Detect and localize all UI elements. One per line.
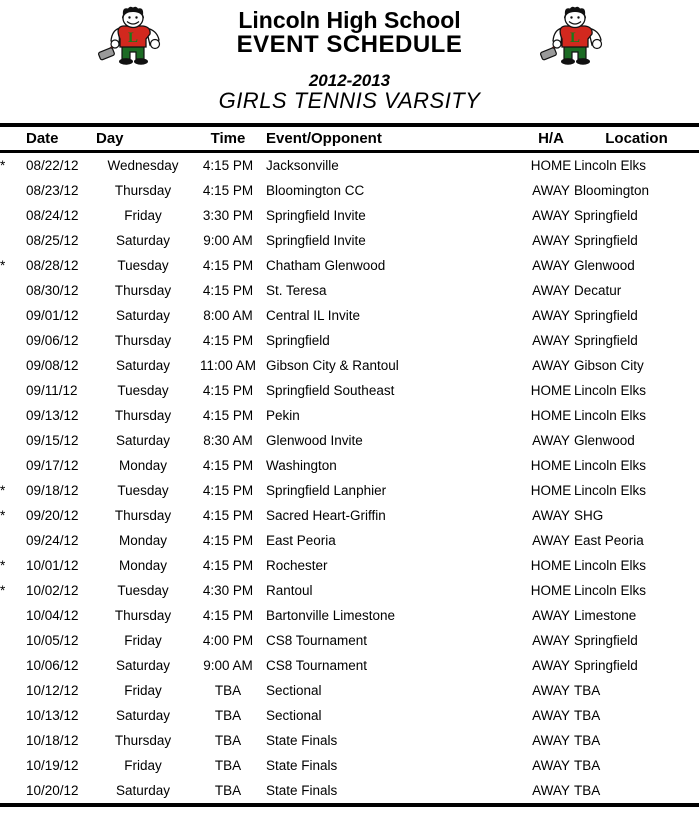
- svg-text:L: L: [127, 30, 139, 46]
- table-row: [0, 353, 699, 378]
- cell-location: Limestone: [574, 608, 637, 623]
- cell-location: TBA: [574, 758, 601, 773]
- table-row: [0, 428, 699, 453]
- star-flag: [0, 453, 26, 478]
- cell-event: St. Teresa: [266, 283, 327, 298]
- cell-event: Glenwood Invite: [266, 433, 363, 448]
- cell-location: TBA: [574, 683, 601, 698]
- cell-ha: AWAY: [532, 283, 570, 298]
- cell-day: Monday: [118, 458, 168, 473]
- cell-ha: AWAY: [532, 683, 570, 698]
- cell-ha: AWAY: [532, 358, 570, 373]
- cell-ha: AWAY: [532, 508, 570, 523]
- table-row: [0, 653, 699, 678]
- table-row: [0, 152, 699, 179]
- star-flag: [0, 378, 26, 403]
- cell-location: TBA: [574, 733, 601, 748]
- cell-ha: HOME: [530, 408, 572, 423]
- cell-day: Thursday: [114, 508, 172, 523]
- cell-location: Lincoln Elks: [574, 458, 647, 473]
- cell-ha: AWAY: [532, 708, 570, 723]
- star-flag: *: [0, 483, 6, 498]
- star-flag: [0, 303, 26, 328]
- cell-location: Decatur: [574, 283, 622, 298]
- star-flag: *: [0, 583, 6, 598]
- cell-ha: AWAY: [532, 333, 570, 348]
- cell-date: 08/22/12: [26, 158, 79, 173]
- cell-time: TBA: [214, 783, 242, 798]
- cell-date: 08/28/12: [26, 258, 79, 273]
- cell-location: Lincoln Elks: [574, 158, 647, 173]
- cell-time: 4:15 PM: [202, 533, 254, 548]
- table-row: [0, 303, 699, 328]
- cell-event: State Finals: [266, 783, 338, 798]
- cell-day: Thursday: [114, 333, 172, 348]
- svg-text:L: L: [569, 30, 581, 46]
- cell-date: 08/25/12: [26, 233, 79, 248]
- column-header-ha: H/A: [528, 125, 574, 152]
- table-row: [0, 728, 699, 753]
- column-header-event: Event/Opponent: [266, 125, 528, 152]
- school-name: Lincoln High School: [238, 7, 461, 33]
- cell-day: Tuesday: [117, 483, 169, 498]
- cell-ha: HOME: [530, 583, 572, 598]
- cell-date: 09/08/12: [26, 358, 79, 373]
- cell-time: 4:15 PM: [202, 333, 254, 348]
- cell-event: Sectional: [266, 683, 322, 698]
- cell-time: 4:15 PM: [202, 158, 254, 173]
- cell-location: Springfield: [574, 333, 638, 348]
- star-flag: *: [0, 508, 6, 523]
- cell-ha: AWAY: [532, 658, 570, 673]
- cell-day: Thursday: [114, 183, 172, 198]
- cell-date: 10/13/12: [26, 708, 79, 723]
- table-row: [0, 628, 699, 653]
- cell-event: CS8 Tournament: [266, 633, 368, 648]
- cell-time: 4:15 PM: [202, 408, 254, 423]
- cell-day: Saturday: [115, 233, 171, 248]
- star-flag: *: [0, 558, 6, 573]
- cell-time: 4:00 PM: [202, 633, 254, 648]
- table-row: [0, 178, 699, 203]
- cell-time: 8:00 AM: [203, 308, 253, 323]
- cell-ha: AWAY: [532, 733, 570, 748]
- column-header-date: Date: [26, 125, 96, 152]
- table-row: [0, 328, 699, 353]
- cell-location: TBA: [574, 783, 601, 798]
- cell-location: TBA: [574, 708, 601, 723]
- cell-event: State Finals: [266, 733, 338, 748]
- cell-date: 08/23/12: [26, 183, 79, 198]
- table-row: [0, 228, 699, 253]
- table-row: [0, 403, 699, 428]
- cell-time: TBA: [214, 683, 242, 698]
- cell-event: CS8 Tournament: [266, 658, 368, 673]
- cell-time: 4:15 PM: [202, 483, 254, 498]
- cell-location: Lincoln Elks: [574, 558, 647, 573]
- table-row: [0, 203, 699, 228]
- cell-time: 4:15 PM: [202, 383, 254, 398]
- cell-time: TBA: [214, 758, 242, 773]
- cell-location: Springfield: [574, 308, 638, 323]
- table-row: [0, 528, 699, 553]
- cell-date: 09/13/12: [26, 408, 79, 423]
- cell-day: Saturday: [115, 783, 171, 798]
- star-flag: [0, 203, 26, 228]
- season-label: 2012-2013: [308, 71, 391, 90]
- cell-location: Gibson City: [574, 358, 644, 373]
- cell-location: Lincoln Elks: [574, 408, 647, 423]
- cell-day: Monday: [118, 558, 168, 573]
- star-flag: [0, 353, 26, 378]
- star-flag: *: [0, 158, 6, 173]
- cell-day: Friday: [124, 633, 162, 648]
- table-row: [0, 778, 699, 805]
- cell-event: Springfield Southeast: [266, 383, 395, 398]
- cell-ha: AWAY: [532, 308, 570, 323]
- cell-time: 4:15 PM: [202, 258, 254, 273]
- team-label: GIRLS TENNIS VARSITY: [218, 88, 481, 113]
- cell-event: Bloomington CC: [266, 183, 365, 198]
- cell-location: East Peoria: [574, 533, 644, 548]
- cell-location: SHG: [574, 508, 604, 523]
- cell-location: Bloomington: [574, 183, 650, 198]
- cell-ha: HOME: [530, 458, 572, 473]
- cell-location: Springfield: [574, 633, 638, 648]
- cell-ha: AWAY: [532, 258, 570, 273]
- cell-event: East Peoria: [266, 533, 336, 548]
- cell-event: State Finals: [266, 758, 338, 773]
- star-flag: [0, 603, 26, 628]
- cell-event: Springfield Lanphier: [266, 483, 387, 498]
- cell-ha: HOME: [530, 558, 572, 573]
- table-row: [0, 678, 699, 703]
- cell-date: 09/15/12: [26, 433, 79, 448]
- cell-location: Springfield: [574, 208, 638, 223]
- column-header-flag: [0, 125, 26, 152]
- cell-event: Rantoul: [266, 583, 313, 598]
- cell-location: Glenwood: [574, 258, 635, 273]
- column-header-time: Time: [190, 125, 266, 152]
- cell-day: Saturday: [115, 433, 171, 448]
- cell-day: Thursday: [114, 733, 172, 748]
- cell-time: 4:15 PM: [202, 283, 254, 298]
- cell-location: Lincoln Elks: [574, 583, 647, 598]
- cell-day: Friday: [124, 683, 162, 698]
- cell-date: 10/18/12: [26, 733, 79, 748]
- star-flag: [0, 628, 26, 653]
- cell-date: 10/06/12: [26, 658, 79, 673]
- cell-day: Thursday: [114, 283, 172, 298]
- cell-event: Pekin: [266, 408, 300, 423]
- star-flag: [0, 403, 26, 428]
- cell-date: 09/24/12: [26, 533, 79, 548]
- cell-event: Bartonville Limestone: [266, 608, 396, 623]
- table-row: [0, 278, 699, 303]
- star-flag: [0, 178, 26, 203]
- star-flag: [0, 228, 26, 253]
- column-header-day: Day: [96, 125, 190, 152]
- cell-date: 09/06/12: [26, 333, 79, 348]
- cell-event: Washington: [266, 458, 337, 473]
- cell-date: 10/04/12: [26, 608, 79, 623]
- cell-ha: AWAY: [532, 208, 570, 223]
- cell-ha: HOME: [530, 383, 572, 398]
- cell-ha: AWAY: [532, 633, 570, 648]
- cell-event: Sacred Heart-Griffin: [266, 508, 386, 523]
- cell-day: Thursday: [114, 408, 172, 423]
- cell-date: 09/17/12: [26, 458, 79, 473]
- cell-day: Thursday: [114, 608, 172, 623]
- cell-day: Saturday: [115, 358, 171, 373]
- star-flag: [0, 753, 26, 778]
- cell-day: Saturday: [115, 308, 171, 323]
- cell-time: 4:15 PM: [202, 458, 254, 473]
- cell-event: Springfield Invite: [266, 233, 366, 248]
- star-flag: [0, 528, 26, 553]
- cell-time: 4:15 PM: [202, 608, 254, 623]
- cell-day: Tuesday: [117, 583, 169, 598]
- table-row: [0, 753, 699, 778]
- cell-day: Tuesday: [117, 258, 169, 273]
- cell-ha: AWAY: [532, 183, 570, 198]
- star-flag: [0, 728, 26, 753]
- table-row: [0, 378, 699, 403]
- cell-event: Gibson City & Rantoul: [266, 358, 399, 373]
- cell-time: TBA: [214, 708, 242, 723]
- cell-day: Saturday: [115, 658, 171, 673]
- cell-location: Lincoln Elks: [574, 383, 647, 398]
- star-flag: [0, 678, 26, 703]
- cell-day: Friday: [124, 208, 162, 223]
- star-flag: [0, 328, 26, 353]
- cell-location: Springfield: [574, 658, 638, 673]
- schedule-title: EVENT SCHEDULE: [236, 31, 463, 58]
- cell-event: Central IL Invite: [266, 308, 361, 323]
- star-flag: [0, 653, 26, 678]
- cell-location: Glenwood: [574, 433, 635, 448]
- table-row: [0, 453, 699, 478]
- cell-day: Wednesday: [107, 158, 179, 173]
- star-flag: [0, 778, 26, 805]
- cell-date: 08/24/12: [26, 208, 79, 223]
- schedule-table: [0, 123, 699, 807]
- cell-date: 10/02/12: [26, 583, 79, 598]
- cell-event: Jacksonville: [266, 158, 339, 173]
- cell-event: Springfield: [266, 333, 330, 348]
- cell-event: Sectional: [266, 708, 322, 723]
- cell-time: 4:15 PM: [202, 508, 254, 523]
- cell-location: Lincoln Elks: [574, 483, 647, 498]
- cell-day: Tuesday: [117, 383, 169, 398]
- cell-day: Friday: [124, 758, 162, 773]
- cell-date: 09/11/12: [26, 383, 78, 398]
- cell-time: 3:30 PM: [202, 208, 254, 223]
- table-row: [0, 478, 699, 503]
- star-flag: [0, 703, 26, 728]
- cell-ha: AWAY: [532, 433, 570, 448]
- cell-ha: HOME: [530, 158, 572, 173]
- cell-event: Rochester: [266, 558, 328, 573]
- cell-date: 10/01/12: [26, 558, 79, 573]
- cell-date: 09/18/12: [26, 483, 79, 498]
- cell-date: 10/19/12: [26, 758, 79, 773]
- cell-date: 09/20/12: [26, 508, 79, 523]
- cell-time: 4:30 PM: [202, 583, 254, 598]
- cell-time: 4:15 PM: [202, 183, 254, 198]
- cell-time: TBA: [214, 733, 242, 748]
- cell-time: 8:30 AM: [203, 433, 253, 448]
- star-flag: [0, 278, 26, 303]
- cell-date: 10/05/12: [26, 633, 79, 648]
- cell-ha: AWAY: [532, 533, 570, 548]
- table-row: [0, 503, 699, 528]
- table-row: [0, 553, 699, 578]
- cell-ha: AWAY: [532, 608, 570, 623]
- cell-day: Saturday: [115, 708, 171, 723]
- table-row: [0, 603, 699, 628]
- table-row: [0, 253, 699, 278]
- cell-ha: AWAY: [532, 758, 570, 773]
- star-flag: [0, 428, 26, 453]
- table-row: [0, 578, 699, 603]
- table-header-row: [0, 125, 699, 152]
- cell-date: 09/01/12: [26, 308, 79, 323]
- column-header-location: Location: [574, 125, 699, 152]
- cell-day: Monday: [118, 533, 168, 548]
- cell-location: Springfield: [574, 233, 638, 248]
- cell-date: 08/30/12: [26, 283, 79, 298]
- cell-ha: HOME: [530, 483, 572, 498]
- cell-ha: AWAY: [532, 233, 570, 248]
- cell-time: 9:00 AM: [203, 658, 253, 673]
- star-flag: *: [0, 258, 6, 273]
- cell-time: 11:00 AM: [199, 358, 257, 373]
- cell-ha: AWAY: [532, 783, 570, 798]
- cell-event: Springfield Invite: [266, 208, 366, 223]
- cell-event: Chatham Glenwood: [266, 258, 386, 273]
- cell-time: 9:00 AM: [203, 233, 253, 248]
- table-row: [0, 703, 699, 728]
- cell-time: 4:15 PM: [202, 558, 254, 573]
- cell-date: 10/12/12: [26, 683, 79, 698]
- cell-date: 10/20/12: [26, 783, 79, 798]
